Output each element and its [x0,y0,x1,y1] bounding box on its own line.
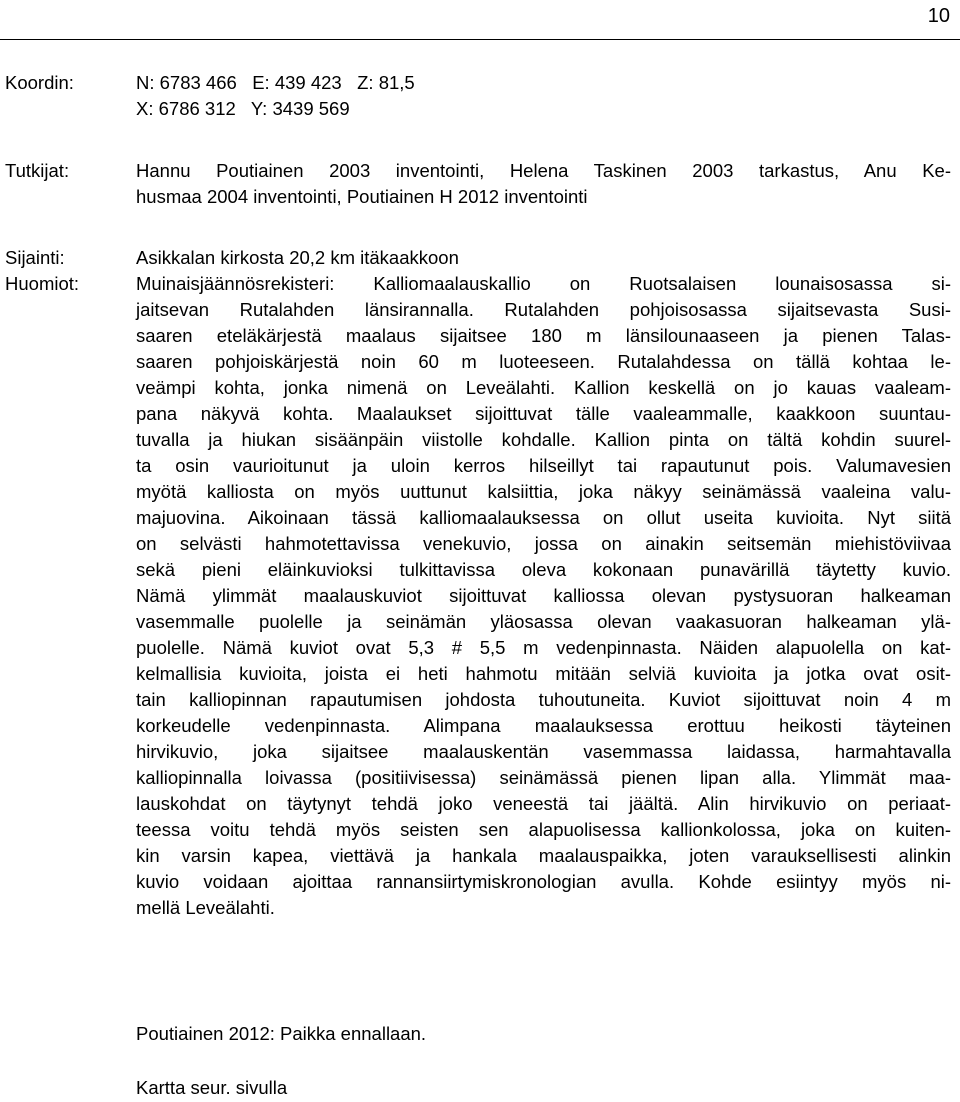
kartta-note: Kartta seur. sivulla [136,1077,288,1098]
label-sijainti: Sijainti: [5,247,65,268]
label-koordin: Koordin: [5,72,74,93]
huomiot-line: on selvästi hahmotettavissa venekuvio, jossa on ainakin seitsemän miehistöviivaa [136,533,951,554]
huomiot-line: teessa voitu tehdä myös seisten sen alapuolisessa kallionkolossa, joka on kuiten- [136,819,951,840]
huomiot-line: myötä kalliosta on myös uuttunut kalsiittia, joka näkyy seinämässä vaaleina valu- [136,481,951,502]
huomiot-line: vasemmalle puolelle ja seinämän yläosassa olevan vaakasuoran halkeaman ylä- [136,611,951,632]
huomiot-line: korkeudelle vedenpinnasta. Alimpana maalauksessa erottuu heikosti täyteinen [136,715,951,736]
huomiot-line: Muinaisjäännösrekisteri: Kalliomaalauskallio on Ruotsalaisen lounaisosassa si- [136,273,951,294]
huomiot-line: majuovina. Aikoinaan tässä kalliomaalauksessa on ollut useita kuvioita. Nyt siitä [136,507,951,528]
huomiot-line: ta osin vaurioitunut ja uloin kerros hilseillyt tai rapautunut pois. Valumavesien [136,455,951,476]
koordin-line: N: 6783 466 E: 439 423 Z: 81,5 [136,72,415,93]
page-number: 10 [927,5,950,27]
tutkijat-line: Hannu Poutiainen 2003 inventointi, Helena Taskinen 2003 tarkastus, Anu Ke- [136,160,951,181]
huomiot-line: kuvio voidaan ajoittaa rannansiirtymiskronologian avulla. Kohde esiintyy myös ni- [136,871,951,892]
huomiot-line: puolelle. Nämä kuviot ovat 5,3 # 5,5 m vedenpinnasta. Näiden alapuolella on kat- [136,637,951,658]
huomiot-line: tuvalla ja hiukan sisäänpäin viistolle kohdalle. Kallion pinta on tältä kohdin suurel- [136,429,951,450]
huomiot-line: sekä pieni eläinkuvioksi tulkittavissa oleva kokonaan punavärillä täytetty kuvio. [136,559,951,580]
huomiot-line: tain kalliopinnan rapautumisen johdosta tuhoutuneita. Kuviot sijoittuvat noin 4 m [136,689,951,710]
label-huomiot: Huomiot: [5,273,80,294]
huomiot-line: saaren pohjoiskärjestä noin 60 m luoteeseen. Rutalahdessa on tällä kohtaa le- [136,351,951,372]
huomiot-line: kelmallisia kuvioita, joista ei heti hahmotu mitään selviä kuvioita ja jotka ovat osit- [136,663,951,684]
huomiot-line: pana näkyvä kohta. Maalaukset sijoittuvat tälle vaaleammalle, kaakkoon suuntau- [136,403,951,424]
poutiainen-note: Poutiainen 2012: Paikka ennallaan. [136,1023,427,1044]
huomiot-line: mellä Leveälahti. [136,897,275,918]
huomiot-line: lauskohdat on täytynyt tehdä joko veneestä tai jäältä. Alin hirvikuvio on periaat- [136,793,951,814]
label-tutkijat: Tutkijat: [5,160,70,181]
tutkijat-block [136,158,951,210]
koordin-block [136,70,951,122]
huomiot-line: veämpi kohta, jonka nimenä on Leveälahti. Kallion keskellä on jo kauas vaaleam- [136,377,951,398]
tutkijat-line: husmaa 2004 inventointi, Poutiainen H 2012 inventointi [136,186,588,207]
huomiot-line: saaren eteläkärjestä maalaus sijaitsee 180 m länsilounaaseen ja pienen Talas- [136,325,951,346]
sijainti-text: Asikkalan kirkosta 20,2 km itäkaakkoon [136,247,459,268]
koordin-line: X: 6786 312 Y: 3439 569 [136,98,350,119]
huomiot-line: kalliopinnalla loivassa (positiivisessa) seinämässä pienen lipan alla. Ylimmät maa- [136,767,951,788]
huomiot-line: kin varsin kapea, viettävä ja hankala maalauspaikka, joten varauksellisesti alinkin [136,845,951,866]
header-rule [0,39,960,40]
huomiot-line: Nämä ylimmät maalauskuviot sijoittuvat kalliossa olevan pystysuoran halkeaman [136,585,951,606]
huomiot-block [136,271,951,921]
huomiot-line: hirvikuvio, joka sijaitsee maalauskentän vasemmassa laidassa, harmahtavalla [136,741,951,762]
huomiot-line: jaitsevan Rutalahden länsirannalla. Rutalahden pohjoisosassa sijaitsevasta Susi- [136,299,951,320]
